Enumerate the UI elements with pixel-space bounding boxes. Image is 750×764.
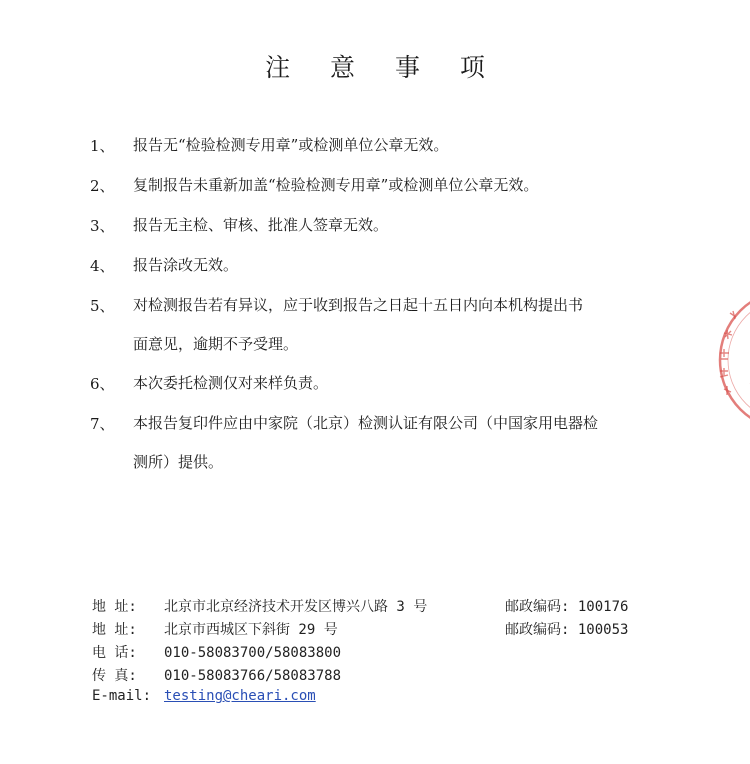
phone-label: 电 话: xyxy=(92,645,137,661)
address-row-1 xyxy=(92,596,427,618)
phone-value: 010-58083700/58083800 xyxy=(164,645,342,661)
postal-code-value: 100053 xyxy=(577,622,629,638)
address-label: 地 址: xyxy=(92,599,137,615)
notice-number-2: 2、 xyxy=(90,177,115,195)
postal-code-row-2 xyxy=(505,619,628,639)
page-title: 注 意 事 项 xyxy=(265,53,501,82)
notice-text-1: 报告无“检验检测专用章”或检测单位公章无效。 xyxy=(133,136,449,154)
postal-code-value: 100176 xyxy=(577,599,629,615)
postal-code-label: 邮政编码: xyxy=(505,599,570,615)
notice-number-1: 1、 xyxy=(90,137,115,155)
email-link[interactable]: testing@cheari.com xyxy=(164,688,316,704)
notice-text-5-continued: 面意见，逾期不予受理。 xyxy=(133,335,299,353)
notice-number-7: 7、 xyxy=(90,415,115,433)
official-seal-stamp xyxy=(710,285,750,435)
address-row-2 xyxy=(92,619,338,641)
notice-text-7-continued: 测所）提供。 xyxy=(133,453,224,471)
notice-number-3: 3、 xyxy=(90,217,115,235)
phone-row xyxy=(92,642,341,664)
postal-code-row-1 xyxy=(505,596,628,616)
notice-text-7: 本报告复印件应由中家院（北京）检测认证有限公司（中国家用电器检 xyxy=(133,414,599,432)
notice-text-4: 报告涂改无效。 xyxy=(133,256,239,274)
email-label: E-mail: xyxy=(92,688,152,704)
postal-code-label: 邮政编码: xyxy=(505,622,570,638)
notice-text-2: 复制报告未重新加盖“检验检测专用章”或检测单位公章无效。 xyxy=(133,176,539,194)
notice-number-6: 6、 xyxy=(90,375,115,393)
notice-number-5: 5、 xyxy=(90,297,115,315)
notice-text-6: 本次委托检测仅对来样负责。 xyxy=(133,374,329,392)
fax-row xyxy=(92,665,341,687)
notice-number-4: 4、 xyxy=(90,257,115,275)
notice-text-3: 报告无主检、审核、批准人签章无效。 xyxy=(133,216,389,234)
address-label: 地 址: xyxy=(92,622,137,638)
notice-text-5: 对检测报告若有异议，应于收到报告之日起十五日内向本机构提出书 xyxy=(133,296,584,314)
address-value: 北京市北京经济技术开发区博兴八路 3 号 xyxy=(164,599,428,615)
seal-icon xyxy=(710,285,750,435)
fax-value: 010-58083766/58083788 xyxy=(164,668,342,684)
address-value: 北京市西城区下斜街 29 号 xyxy=(164,622,338,638)
email-row xyxy=(92,688,316,710)
fax-label: 传 真: xyxy=(92,668,137,684)
